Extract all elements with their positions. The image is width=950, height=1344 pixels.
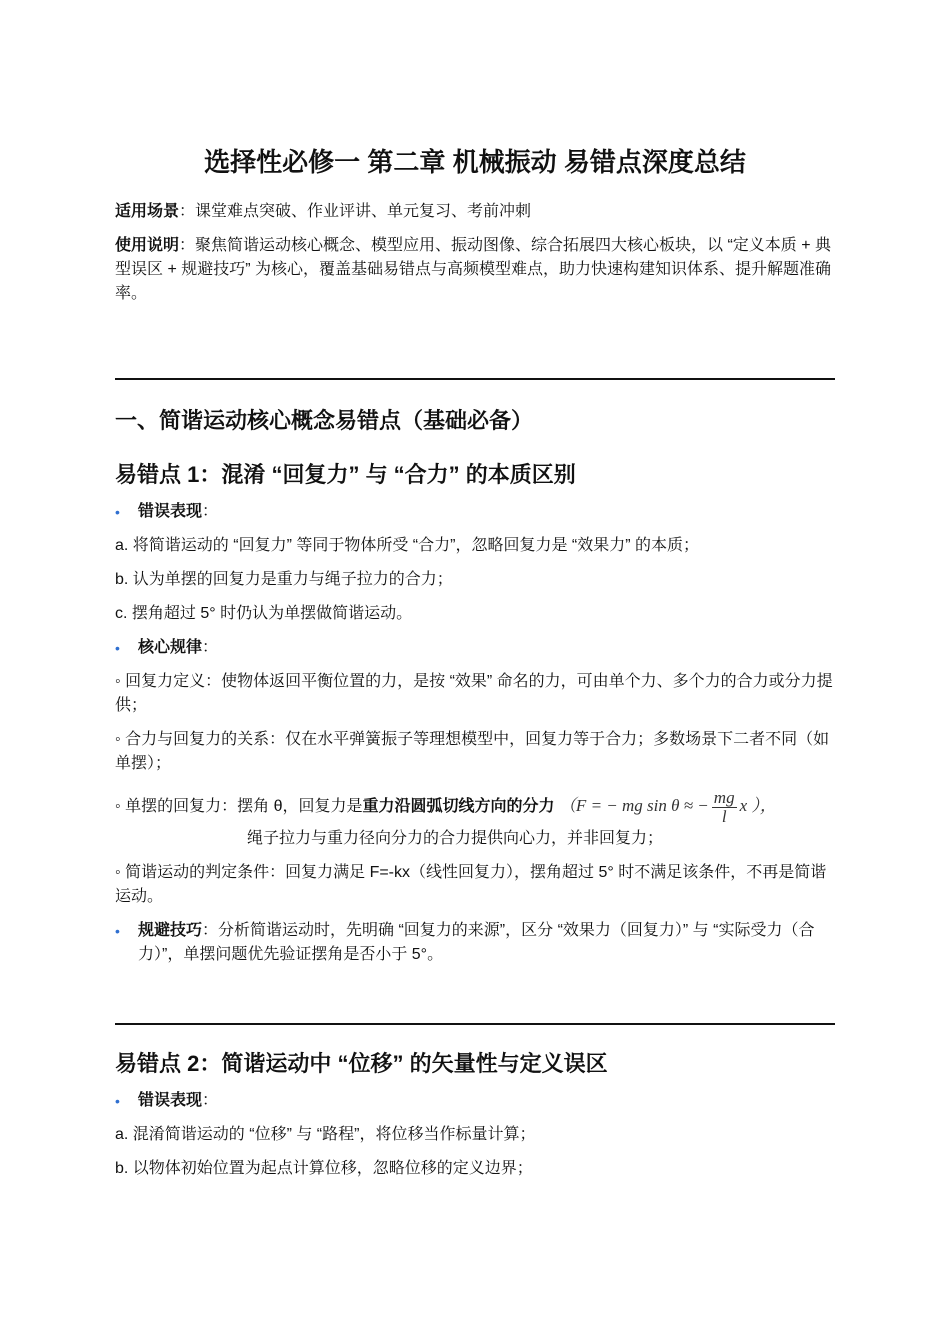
point2-heading: 易错点 2：简谐运动中 “位移” 的矢量性与定义误区 [115, 1051, 608, 1076]
error-item: b. 以物体初始位置为起点计算位移，忽略位移的定义边界； [115, 1160, 533, 1177]
error-label: 错误表现 [138, 503, 203, 520]
formula-num: mg [713, 787, 735, 807]
bullet-dot-icon: • [115, 640, 120, 656]
error-item: c. 摆角超过 5° 时仍认为单摆做简谐运动。 [115, 605, 413, 622]
pendulum-continuation: 绳子拉力与重力径向分力的合力提供向心力，并非回复力； [247, 830, 664, 847]
colon: ： [202, 503, 219, 520]
formula-right: x ）， [739, 796, 777, 815]
page-title: 选择性必修一 第二章 机械振动 易错点深度总结 [204, 147, 746, 177]
tip-text: ：分析简谐运动时，先明确 “回复力的来源”，区分 “效果力（回复力）” 与 “实际受力（合力）”，单摆问题优先验证摆角是否小于 5°。 [138, 922, 815, 963]
bullet-dot-icon: • [115, 923, 120, 939]
usage-text: ：聚焦简谐运动核心概念、模型应用、振动图像、综合拓展四大核心板块，以 “定义本质 + 典型误区 + 规避技巧” 为核心，覆盖基础易错点与高频模型难点，助力快速构建知识体系、提升解题准确率。 [115, 237, 832, 302]
formula-fraction [712, 789, 737, 826]
point1-heading: 易错点 1：混淆 “回复力” 与 “合力” 的本质区别 [115, 462, 576, 487]
usage-line [115, 234, 835, 306]
section-heading: 一、简谐运动核心概念易错点（基础必备） [115, 408, 534, 433]
formula-den: l [721, 806, 727, 826]
error-item: b. 认为单摆的回复力是重力与绳子拉力的合力； [115, 571, 453, 588]
error-label: 错误表现 [138, 1092, 203, 1109]
formula-left: （F = − mg sin θ ≈ − [558, 796, 709, 815]
point1-rule-bullet [115, 636, 835, 660]
document-content [115, 140, 835, 1181]
colon: ： [202, 1092, 219, 1109]
rule-item: ◦ 回复力定义：使物体返回平衡位置的力，是按 “效果” 命名的力，可由单个力、多个力的合力或分力提供； [115, 673, 833, 714]
rule-item: ◦ 简谐运动的判定条件：回复力满足 F=-kx（线性回复力），摆角超过 5° 时不满足该条件，不再是简谐运动。 [115, 864, 827, 905]
tip-label: 规避技巧 [138, 922, 203, 939]
error-item: a. 混淆简谐运动的 “位移” 与 “路程”，将位移当作标量计算； [115, 1126, 536, 1143]
point1-tip-bullet [115, 919, 835, 967]
pendulum-prefix: ◦ 单摆的回复力：摆角 θ，回复力是 [115, 798, 363, 815]
usage-label: 使用说明 [115, 237, 180, 254]
pendulum-bold: 重力沿圆弧切线方向的分力 [362, 798, 555, 815]
rule-label: 核心规律 [138, 639, 203, 656]
point1-error-bullet [115, 500, 835, 524]
scene-label: 适用场景 [115, 203, 180, 220]
bullet-dot-icon: • [115, 1093, 120, 1109]
pendulum-formula [558, 787, 777, 826]
colon: ： [202, 639, 219, 656]
error-item: a. 将简谐运动的 “回复力” 等同于物体所受 “合力”，忽略回复力是 “效果力” 的本质； [115, 537, 699, 554]
pendulum-rule [115, 786, 835, 827]
scene-line [115, 200, 835, 224]
rule-item: ◦ 合力与回复力的关系：仅在水平弹簧振子等理想模型中，回复力等于合力；多数场景下二者不同（如单摆）； [115, 731, 830, 772]
scene-text: ：课堂难点突破、作业评讲、单元复习、考前冲刺 [179, 203, 532, 220]
point2-error-bullet [115, 1089, 835, 1113]
bullet-dot-icon: • [115, 504, 120, 520]
